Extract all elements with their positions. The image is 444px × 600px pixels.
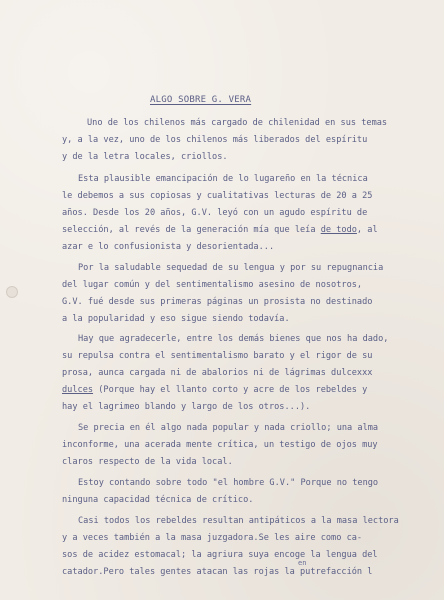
text-line: a la popularidad y eso sigue siendo todavía. xyxy=(62,314,290,324)
text-line: dulces (Porque hay el llanto corto y acre de los rebeldes y xyxy=(62,385,368,395)
text-line: le debemos a sus copiosas y cualitativas lecturas de 20 a 25 xyxy=(62,191,373,201)
underlined-word: de todo xyxy=(320,225,357,235)
text-line: y a veces también a la masa juzgadora.Se les aire como ca- xyxy=(62,533,363,543)
text-line: selección, al revés de la generación mía que leía de todo, al xyxy=(62,225,378,235)
text-line: Por la saludable sequedad de su lengua y por su repugnancia xyxy=(78,263,384,273)
text-line: años. Desde los 20 años, G.V. leyó con un agudo espíritu de xyxy=(62,208,368,218)
text-line: G.V. fué desde sus primeras páginas un prosista no destinado xyxy=(62,297,373,307)
text-line: claros respecto de la vida local. xyxy=(62,457,233,467)
text-line: Esta plausible emancipación de lo lugareño en la técnica xyxy=(78,174,368,184)
text-line: su repulsa contra el sentimentalismo barato y el rigor de su xyxy=(62,351,373,361)
document-title: ALGO SOBRE G. VERA xyxy=(150,95,252,105)
text-line: Uno de los chilenos más cargado de chilenidad en sus temas xyxy=(87,118,388,128)
text-line: sos de acidez estomacal; la agriura suya encoge la lengua del xyxy=(62,550,378,560)
text-line: azar e lo confusionista y desorientada... xyxy=(62,242,275,252)
text-line: inconforme, una acerada mente crítica, un testigo de ojos muy xyxy=(62,440,378,450)
text-line: y de la letra locales, criollos. xyxy=(62,152,228,162)
text-line: Estoy contando sobre todo "el hombre G.V." Porque no tengo xyxy=(78,478,379,488)
text-line: del lugar común y del sentimentalismo asesino de nosotros, xyxy=(62,280,363,290)
interlinear-mark: en xyxy=(298,559,307,567)
underlined-word: dulces xyxy=(62,385,94,395)
text-line: Se precia en él algo nada popular y nada criollo; una alma xyxy=(78,423,379,433)
punch-hole xyxy=(6,286,18,298)
text-line: prosa, aunca cargada ni de abalorios ni de lágrimas dulcexxx xyxy=(62,368,373,378)
text-line: ninguna capacidad técnica de crítico. xyxy=(62,495,254,505)
text-line: Hay que agradecerle, entre los demás bienes que nos ha dado, xyxy=(78,334,389,344)
text-line: catador.Pero tales gentes atacan las rojas la putrefacción l xyxy=(62,567,373,577)
text-line: y, a la vez, uno de los chilenos más liberados del espíritu xyxy=(62,135,368,145)
text-line: hay el lagrimeo blando y largo de los otros...). xyxy=(62,402,311,412)
text-line: Casi todos los rebeldes resultan antipáticos a la masa lectora xyxy=(78,516,399,526)
